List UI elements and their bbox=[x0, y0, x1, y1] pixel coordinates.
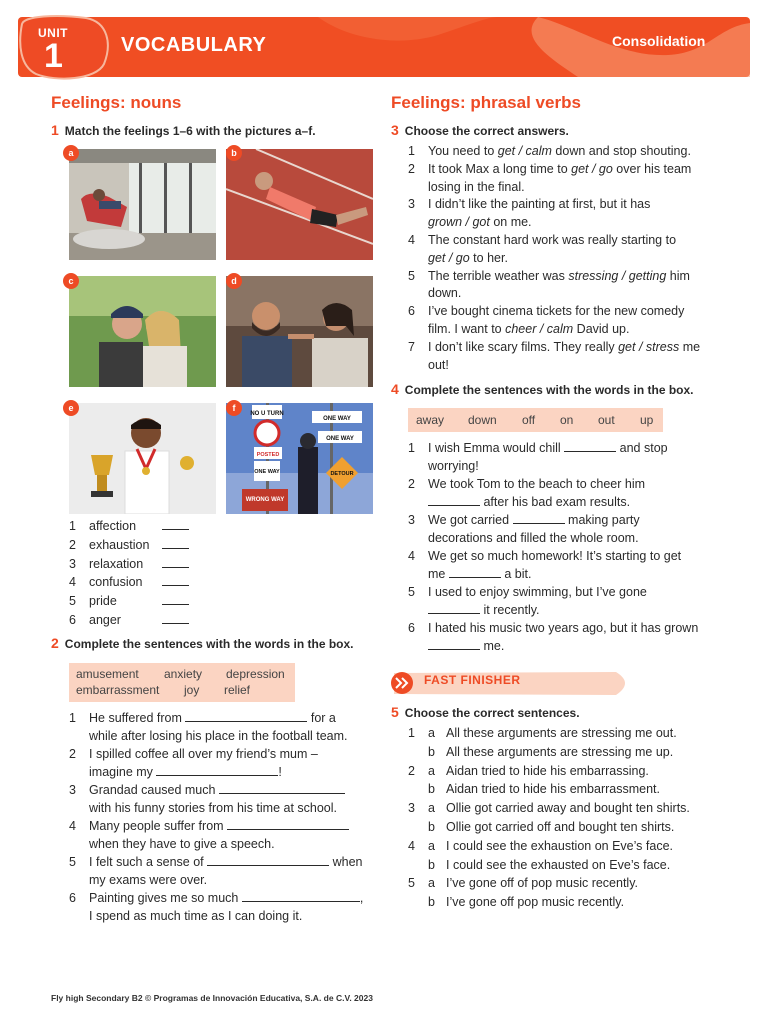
sign-posted: POSTED bbox=[256, 452, 280, 458]
list-item: 4 We get so much homework! It’s starting to get me a bit. bbox=[408, 549, 682, 581]
sign-one-way-2: ONE WAY bbox=[326, 436, 354, 442]
option-b[interactable]: b Ollie got carried off and bought ten shirts. bbox=[428, 819, 675, 834]
picture-a-relaxing-chair bbox=[69, 149, 216, 260]
exercise-number: 4 bbox=[391, 381, 399, 397]
picture-label-b: b bbox=[226, 145, 242, 161]
list-item: 3 We got carried making party decorations and filled the whole room. bbox=[408, 513, 640, 545]
list-item: 1 You need to get / calm down and stop shouting. bbox=[408, 144, 691, 158]
answer-blank[interactable] bbox=[162, 574, 189, 586]
list-item: 1 I wish Emma would chill and stop worrying! bbox=[408, 441, 668, 473]
option-a[interactable]: a I’ve gone off of pop music recently. bbox=[428, 876, 639, 891]
answer-blank[interactable] bbox=[428, 602, 480, 614]
sign-one-way-1: ONE WAY bbox=[323, 416, 351, 422]
exercise-2-heading bbox=[51, 635, 354, 651]
word-box-word: away bbox=[416, 413, 445, 427]
list-item: 6 Painting gives me so much , I spend as much time as I can doing it. bbox=[69, 891, 364, 923]
list-item: 2 exhaustion bbox=[69, 536, 229, 555]
word-box-word: down bbox=[468, 413, 497, 427]
answer-choice[interactable]: stressing / getting bbox=[568, 268, 667, 283]
exercise-1-list bbox=[69, 517, 229, 630]
section-title-nouns: Feelings: nouns bbox=[51, 93, 182, 112]
exercise-5-heading bbox=[391, 704, 580, 720]
sign-wrong-way: WRONG WAY bbox=[245, 497, 285, 503]
option-b[interactable]: b I’ve gone off pop music recently. bbox=[428, 895, 625, 910]
picture-label-a: a bbox=[63, 145, 79, 161]
answer-blank[interactable] bbox=[227, 818, 349, 830]
picture-f-confusing-signs bbox=[226, 403, 373, 514]
exercise-instruction: Complete the sentences with the words in the box. bbox=[64, 637, 354, 651]
exercise-2-list bbox=[69, 710, 379, 925]
unit-label: UNIT bbox=[38, 26, 68, 40]
picture-label-e: e bbox=[63, 400, 79, 416]
list-item: 3 a Ollie got carried away and bought ten shirts. b Ollie got carried off and bought ten shirts. bbox=[408, 799, 728, 837]
list-item: 1 affection bbox=[69, 517, 229, 536]
page-title: VOCABULARY bbox=[121, 34, 267, 56]
list-item: 6 I hated his music two years ago, but it has grown me. bbox=[408, 621, 699, 653]
section-title-phrasal-verbs: Feelings: phrasal verbs bbox=[391, 93, 581, 112]
word-box-word: out bbox=[598, 413, 615, 427]
list-item: 5 I felt such a sense of when my exams were over. bbox=[69, 855, 363, 887]
sign-no-u-turn: NO U TURN bbox=[250, 411, 284, 417]
picture-c-laughing-friends bbox=[69, 276, 216, 387]
answer-blank[interactable] bbox=[242, 890, 360, 902]
answer-blank[interactable] bbox=[162, 612, 189, 624]
picture-label-d: d bbox=[226, 273, 242, 289]
exercise-5-list bbox=[408, 724, 728, 912]
answer-blank[interactable] bbox=[207, 854, 329, 866]
exercise-3-heading bbox=[391, 122, 569, 138]
option-a[interactable]: a All these arguments are stressing me out. bbox=[428, 726, 677, 740]
list-item: 7 I don’t like scary films. They really get / stress me out! bbox=[408, 339, 701, 372]
word-box-word: depression bbox=[226, 667, 285, 681]
option-a[interactable]: a Ollie got carried away and bought ten shirts. bbox=[428, 801, 690, 816]
list-item: 1 He suffered from for a while after losing his place in the football team. bbox=[69, 711, 348, 743]
unit-number: 1 bbox=[44, 37, 63, 75]
list-item: 2 We took Tom to the beach to cheer him after his bad exam results. bbox=[408, 477, 646, 509]
answer-choice[interactable]: cheer / calm bbox=[505, 321, 574, 336]
list-item: 2 a Aidan tried to hide his embarrassing. b Aidan tried to hide his embarrassment. bbox=[408, 762, 728, 800]
exercise-number: 3 bbox=[391, 122, 399, 138]
list-item: 1 a All these arguments are stressing me out. b All these arguments are stressing me up. bbox=[408, 724, 728, 762]
option-b[interactable]: b I could see the exhausted on Eve’s face. bbox=[428, 857, 671, 872]
list-item: 5 I used to enjoy swimming, but I’ve gone it recently. bbox=[408, 585, 647, 617]
answer-choice[interactable]: get / stress bbox=[618, 339, 680, 354]
answer-blank[interactable] bbox=[513, 512, 565, 524]
answer-blank[interactable] bbox=[162, 518, 189, 530]
picture-label-f: f bbox=[226, 400, 242, 416]
list-item: 4 confusion bbox=[69, 573, 229, 592]
list-item: 4 a I could see the exhaustion on Eve’s face. b I could see the exhausted on Eve’s face. bbox=[408, 837, 728, 875]
exercise-3-list bbox=[408, 143, 728, 374]
answer-blank[interactable] bbox=[428, 638, 480, 650]
answer-choice[interactable]: grown / got bbox=[428, 215, 490, 230]
option-a[interactable]: a Aidan tried to hide his embarrassing. bbox=[428, 763, 649, 778]
list-item: 5 pride bbox=[69, 592, 229, 611]
list-item: 5 a I’ve gone off of pop music recently. b I’ve gone off pop music recently. bbox=[408, 874, 728, 912]
exercise-instruction: Complete the sentences with the words in the box. bbox=[404, 383, 694, 397]
sign-detour: DETOUR bbox=[330, 471, 354, 477]
picture-e-proud-boy-trophy bbox=[69, 403, 216, 514]
list-item: 6 I’ve bought cinema tickets for the new comedy film. I want to cheer / calm David up. bbox=[408, 304, 685, 336]
word-box-word: on bbox=[560, 413, 574, 427]
unit-tab-shape bbox=[16, 14, 112, 82]
list-item: 2 I spilled coffee all over my friend’s mum – imagine my ! bbox=[69, 747, 318, 779]
option-b[interactable]: b All these arguments are stressing me up. bbox=[428, 744, 674, 759]
list-item: 3 relaxation bbox=[69, 555, 229, 574]
answer-blank[interactable] bbox=[185, 710, 307, 722]
picture-b-exhausted-runner bbox=[226, 149, 373, 260]
word-box-word: joy bbox=[184, 683, 200, 697]
word-box-word: up bbox=[640, 413, 654, 427]
footer-copyright: Fly high Secondary B2 © Programas de Innovación Educativa, S.A. de C.V. 2023 bbox=[51, 993, 373, 1003]
answer-choice[interactable]: get / go bbox=[571, 161, 613, 176]
fast-finisher-label: FAST FINISHER bbox=[424, 673, 521, 687]
exercise-instruction: Choose the correct answers. bbox=[404, 124, 569, 138]
exercise-4-list bbox=[408, 440, 728, 655]
exercise-instruction: Match the feelings 1–6 with the pictures a–f. bbox=[64, 124, 316, 138]
list-item: 2 It took Max a long time to get / go over his team losing in the final. bbox=[408, 161, 692, 194]
exercise-number: 5 bbox=[391, 704, 399, 720]
exercise-4-heading bbox=[391, 381, 694, 397]
exercise-number: 2 bbox=[51, 635, 59, 651]
list-item: 3 I didn’t like the painting at first, but it has grown / got on me. bbox=[408, 197, 651, 230]
exercise-number: 1 bbox=[51, 122, 59, 138]
list-item: 4 Many people suffer from when they have to give a speech. bbox=[69, 818, 379, 853]
answer-choice[interactable]: get / calm bbox=[497, 144, 552, 158]
answer-blank[interactable] bbox=[162, 537, 189, 549]
list-item: 5 The terrible weather was stressing / getting him down. bbox=[408, 268, 690, 301]
answer-choice[interactable]: get / go bbox=[428, 250, 470, 265]
option-a[interactable]: a I could see the exhaustion on Eve’s face. bbox=[428, 838, 674, 853]
picture-d-arguing-men bbox=[226, 276, 373, 387]
sign-one-way-3: ONE WAY bbox=[254, 469, 280, 475]
answer-blank[interactable] bbox=[162, 593, 189, 605]
list-item: 3 Grandad caused much with his funny stories from his time at school. bbox=[69, 782, 379, 817]
list-item: 6 anger bbox=[69, 611, 229, 630]
word-box-word: relief bbox=[224, 683, 251, 697]
answer-blank[interactable] bbox=[162, 556, 189, 568]
word-box-word: embarrassment bbox=[76, 683, 160, 697]
option-b[interactable]: b Aidan tried to hide his embarrassment. bbox=[428, 782, 660, 797]
picture-label-c: c bbox=[63, 273, 79, 289]
exercise-instruction: Choose the correct sentences. bbox=[404, 706, 580, 720]
word-box-word: off bbox=[522, 413, 536, 427]
word-box-2 bbox=[69, 663, 295, 702]
answer-blank[interactable] bbox=[219, 782, 345, 794]
answer-blank[interactable] bbox=[564, 440, 616, 452]
answer-blank[interactable] bbox=[156, 764, 278, 776]
word-box-4 bbox=[408, 408, 663, 432]
list-item: 4 The constant hard work was really starting to get / go to her. bbox=[408, 232, 677, 265]
word-box-word: amusement bbox=[76, 667, 139, 681]
exercise-1-heading bbox=[51, 122, 316, 138]
word-box-word: anxiety bbox=[164, 667, 203, 681]
consolidation-label: Consolidation bbox=[612, 33, 706, 49]
answer-blank[interactable] bbox=[449, 566, 501, 578]
answer-blank[interactable] bbox=[428, 494, 480, 506]
